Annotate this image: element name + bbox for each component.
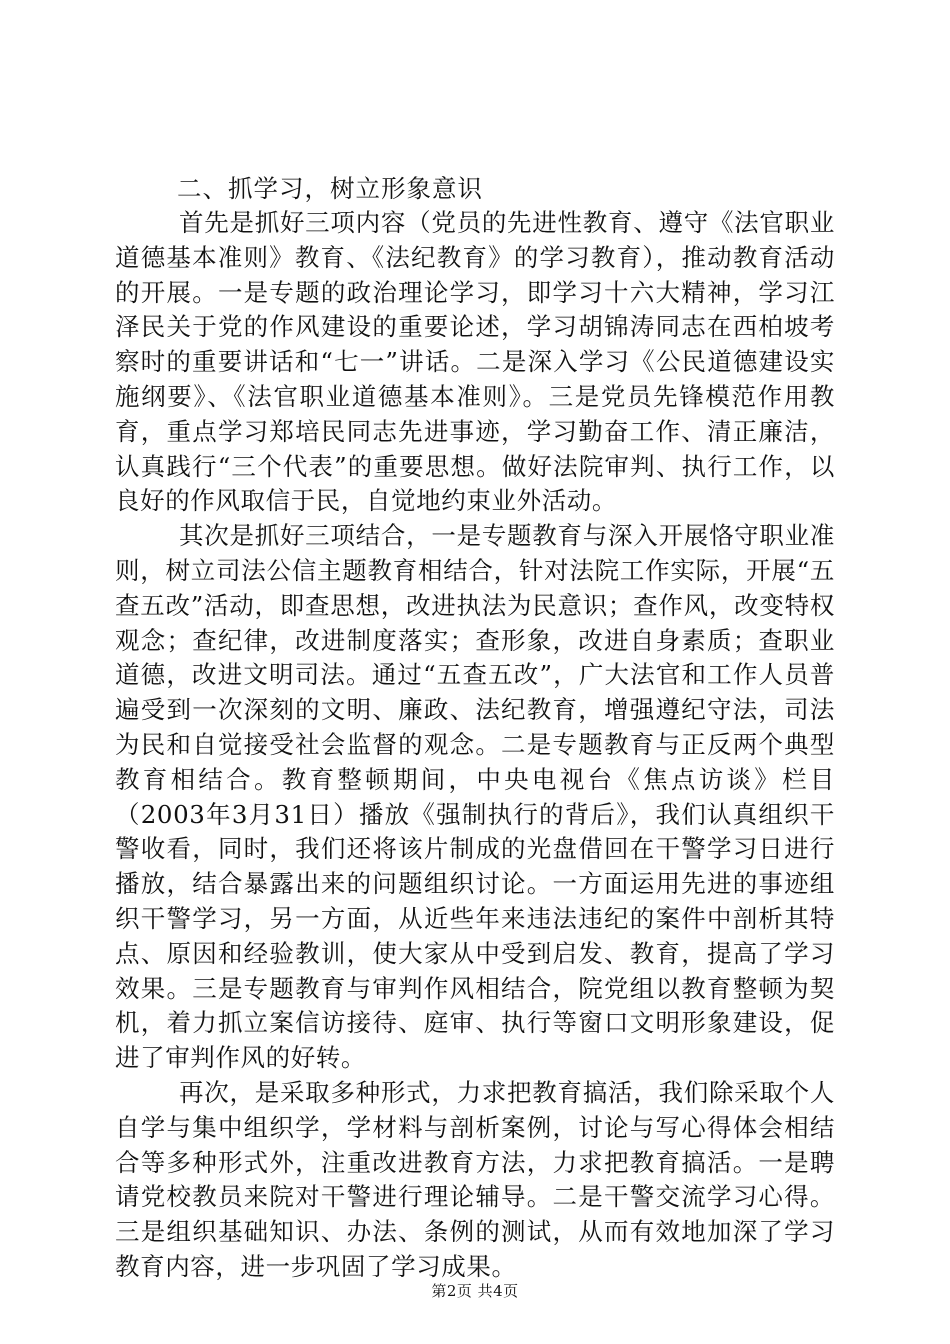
paragraph-methods: 再次，是采取多种形式，力求把教育搞活，我们除采取个人自学与集中组织学，学材料与剖析案例，讨论与写心得体会相结合等多种形式外，注重改进教育方法，力求把教育搞活。一是聘请党校教员来院对干警进行理论辅导。二是干警交流学习心得。三是组织基础知识、办法、条例的测试，从而有效地加深了学习教育内容，进一步巩固了学习成果。 xyxy=(115,1077,835,1281)
paragraph-combinations: 其次是抓好三项结合，一是专题教育与深入开展恪守职业准则，树立司法公信主题教育相结合，针对法院工作实际，开展“五查五改”活动，即查思想，改进执法为民意识；查作风，改变特权观念；查纪律，改进制度落实；查形象，改进自身素质；查职业道德，改进文明司法。通过“五查五改”，广大法官和工作人员普遍受到一次深刻的文明、廉政、法纪教育，增强遵纪守法，司法为民和自觉接受社会监督的观念。二是专题教育与正反两个典型教育相结合。教育整顿期间，中央电视台《焦点访谈》栏目（2003年3月31日）播放《强制执行的背后》，我们认真组织干警收看，同时，我们还将该片制成的光盘借回在干警学习日进行播放，结合暴露出来的问题组织讨论。一方面运用先进的事迹组织干警学习，另一方面，从近些年来违法违纪的案件中剖析其特点、原因和经验教训，使大家从中受到启发、教育，提高了学习效果。三是专题教育与审判作风相结合，院党组以教育整顿为契机，着力抓立案信访接待、庭审、执行等窗口文明形象建设，促进了审判作风的好转。 xyxy=(115,521,835,1073)
section-heading: 二、抓学习，树立形象意识 xyxy=(177,174,483,203)
page-number: 第2页 共4页 xyxy=(431,1282,519,1300)
paragraph-content-items: 首先是抓好三项内容（党员的先进性教育、遵守《法官职业道德基本准则》教育、《法纪教育》的学习教育），推动教育活动的开展。一是专题的政治理论学习，即学习十六大精神，学习江泽民关于党的作风建设的重要论述，学习胡锦涛同志在西柏坡考察时的重要讲话和“七一”讲话。二是深入学习《公民道德建设实施纲要》、《法官职业道德基本准则》。三是党员先锋模范作用教育，重点学习郑培民同志先进事迹，学习勤奋工作、清正廉洁，认真践行“三个代表”的重要思想。做好法院审判、执行工作，以良好的作风取信于民，自觉地约束业外活动。 xyxy=(115,208,835,516)
document-body xyxy=(115,172,835,1285)
page-footer xyxy=(0,1281,950,1301)
